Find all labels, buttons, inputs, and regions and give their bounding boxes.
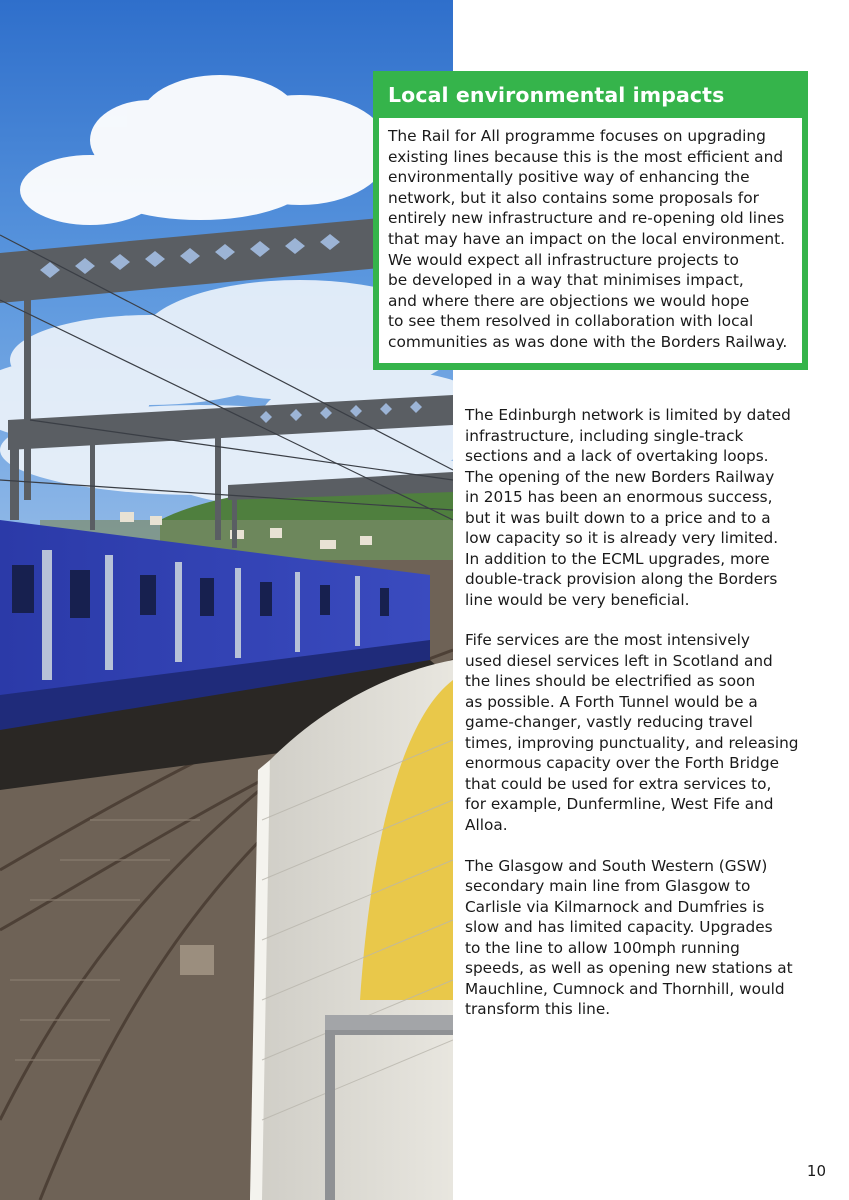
- text-line: as possible. A Forth Tunnel would be a: [465, 692, 758, 711]
- text-line: for example, Dunfermline, West Fife and: [465, 795, 774, 814]
- callout-line: network, but it also contains some proposals for: [388, 188, 759, 207]
- text-line: enormous capacity over the Forth Bridge: [465, 754, 779, 773]
- callout-line: The Rail for All programme focuses on upgrading: [388, 127, 766, 145]
- text-line: In addition to the ECML upgrades, more: [465, 549, 770, 568]
- text-line: Mauchline, Cumnock and Thornhill, would: [465, 979, 785, 998]
- text-line: Fife services are the most intensively: [465, 631, 750, 650]
- callout-line: existing lines because this is the most efficient and: [388, 147, 784, 166]
- text-line: line would be very beneficial.: [465, 590, 690, 609]
- text-line: low capacity so it is already very limited.: [465, 529, 779, 547]
- callout-title: Local environmental impacts: [388, 83, 725, 107]
- callout-line: be developed in a way that minimises impact,: [388, 271, 744, 290]
- text-line: to the line to allow 100mph running: [465, 938, 740, 957]
- text-line: the lines should be electrified as soon: [465, 672, 756, 691]
- text-line: sections and a lack of overtaking loops.: [465, 447, 769, 465]
- text-line: times, improving punctuality, and releasing: [465, 733, 799, 752]
- callout-line: and where there are objections we would hope: [388, 291, 750, 310]
- text-line: slow and has limited capacity. Upgrades: [465, 918, 773, 937]
- text-line: speeds, as well as opening new stations at: [465, 959, 793, 978]
- text-line: in 2015 has been an enormous success,: [465, 488, 773, 506]
- text-line: but it was built down to a price and to a: [465, 508, 771, 527]
- text-line: that could be used for extra services to,: [465, 774, 772, 793]
- callout-line: that may have an impact on the local environment.: [388, 229, 786, 248]
- callout-line: environmentally positive way of enhancing the: [388, 168, 750, 187]
- article-body: [465, 405, 835, 1040]
- text-line: game-changer, vastly reducing travel: [465, 713, 753, 732]
- callout-line: to see them resolved in collaboration with local: [388, 312, 754, 331]
- text-line: secondary main line from Glasgow to: [465, 877, 751, 896]
- text-line: used diesel services left in Scotland and: [465, 651, 773, 670]
- callout-line: communities as was done with the Borders Railway.: [388, 332, 788, 351]
- text-line: infrastructure, including single-track: [465, 426, 744, 445]
- text-line: Carlisle via Kilmarnock and Dumfries is: [465, 897, 765, 916]
- callout-line: We would expect all infrastructure projects to: [388, 250, 739, 269]
- page-number: 10: [806, 1162, 826, 1180]
- text-line: transform this line.: [465, 1000, 611, 1019]
- text-line: The opening of the new Borders Railway: [465, 467, 775, 486]
- callout-line: entirely new infrastructure and re-opening old lines: [388, 209, 785, 228]
- text-line: The Edinburgh network is limited by dated: [465, 406, 791, 424]
- paragraph-glasgow-south-western: [465, 856, 835, 1020]
- text-line: The Glasgow and South Western (GSW): [465, 856, 768, 875]
- paragraph-fife-services: [465, 630, 835, 835]
- text-line: double-track provision along the Borders: [465, 570, 778, 588]
- text-line: Alloa.: [465, 815, 508, 834]
- callout-body: [379, 118, 802, 363]
- local-environmental-impacts-box: [373, 71, 808, 370]
- paragraph-edinburgh-network: [465, 405, 835, 610]
